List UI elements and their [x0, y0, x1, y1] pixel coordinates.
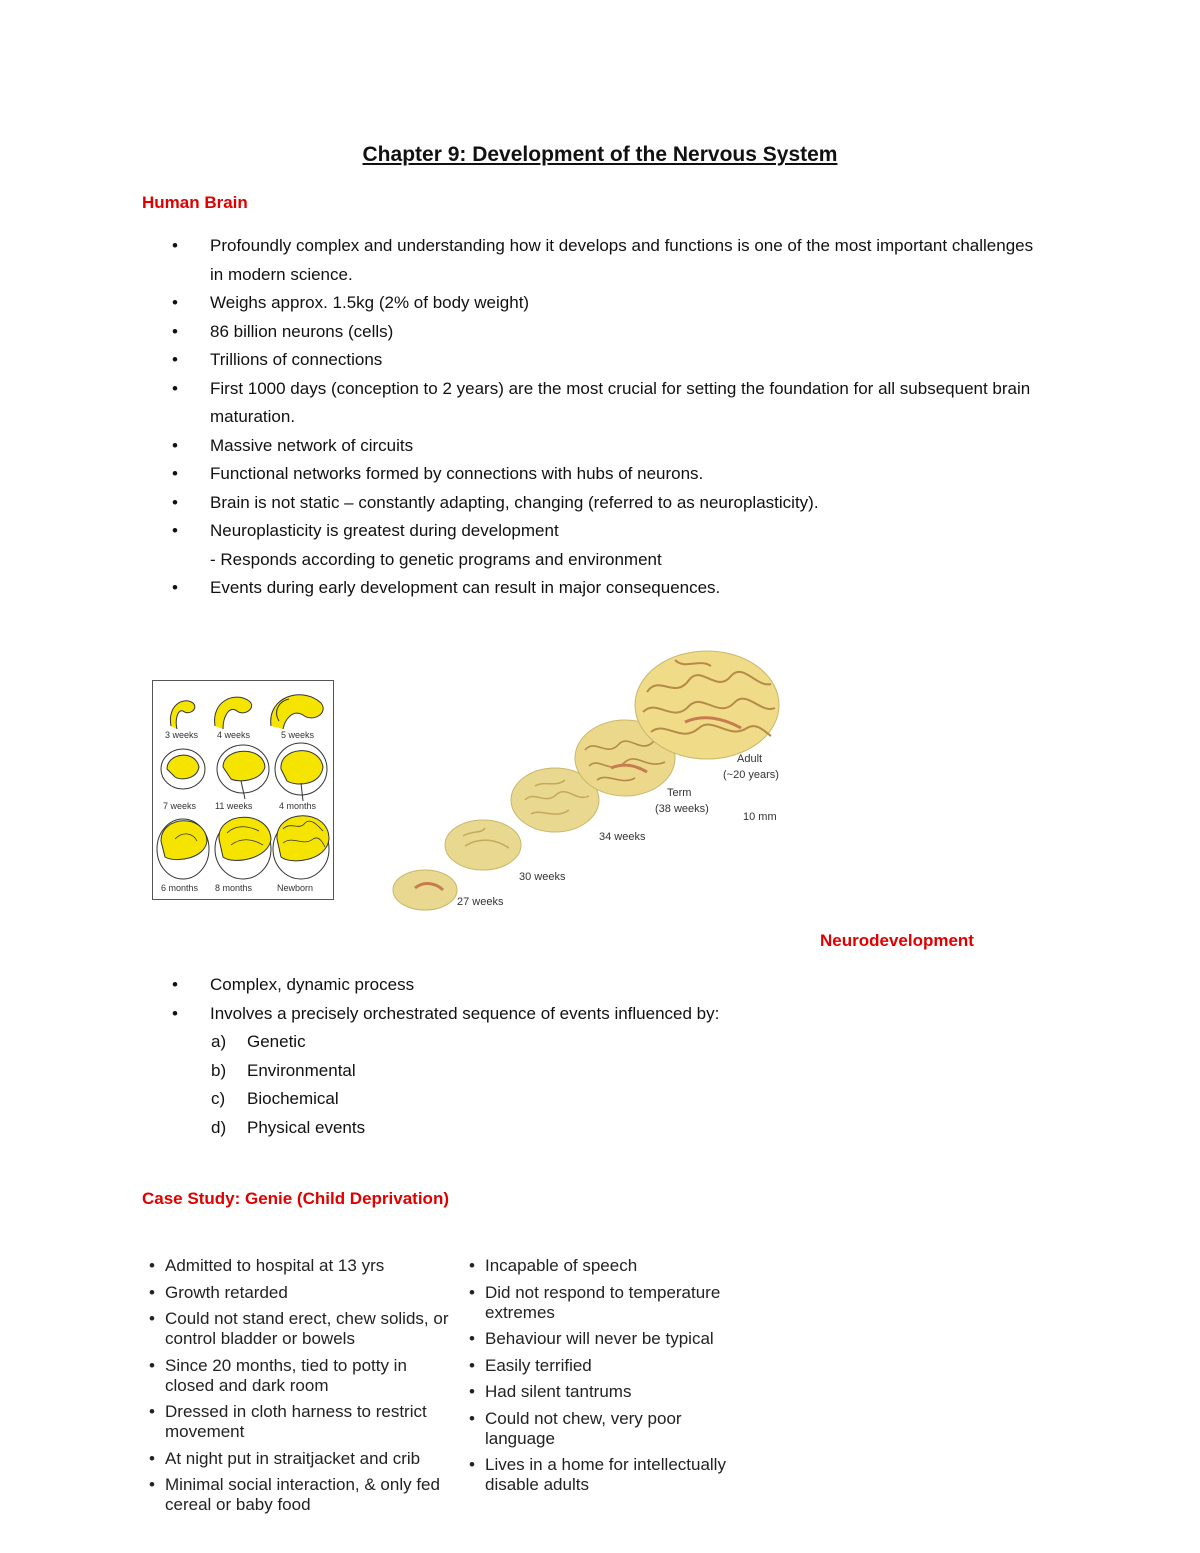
embryo-label: 11 weeks [215, 801, 253, 811]
human-brain-list [142, 232, 1042, 603]
newborn-brain [273, 816, 329, 879]
list-item-text: Massive network of circuits [210, 435, 414, 455]
embryo-grid-svg [153, 681, 333, 899]
embryo-3-weeks [170, 701, 194, 729]
list-marker: c) [211, 1089, 226, 1108]
list-item-text: Neuroplasticity is greatest during development [210, 521, 559, 540]
list-item [211, 1057, 811, 1086]
page-title: Chapter 9: Development of the Nervous System [362, 143, 838, 166]
brain-label-term: Term [667, 787, 692, 799]
list-item [142, 971, 1042, 1000]
list-item-text: Events during early development can result in major consequences. [210, 578, 721, 597]
influence-list [211, 1028, 811, 1142]
brain-label-adult: Adult [737, 753, 763, 765]
list-item [142, 346, 1042, 375]
human-brain-heading: Human Brain [142, 193, 248, 212]
list-item: • Minimal social interaction, & only fed cereal or baby food [145, 1475, 455, 1515]
list-item [142, 460, 1042, 489]
list-item: • Lives in a home for intellectually disable adults [465, 1455, 755, 1495]
list-item: • Could not chew, very poor language [465, 1409, 755, 1449]
list-item: • Could not stand erect, chew solids, or control bladder or bowels [145, 1309, 455, 1349]
embryo-label: 4 months [279, 801, 317, 811]
brain-30-weeks [445, 820, 521, 870]
list-item: • Did not respond to temperature extremes [465, 1283, 755, 1323]
neurodevelopment-heading: Neurodevelopment [820, 931, 974, 950]
case-study-heading: Case Study: Genie (Child Deprivation) [142, 1189, 449, 1208]
embryo-development-figure [152, 680, 334, 900]
fetus-8-months [215, 817, 271, 879]
list-item: • Behaviour will never be typical [465, 1329, 755, 1349]
embryo-label: Newborn [277, 883, 314, 893]
embryo-label: 6 months [161, 883, 199, 893]
list-item: • Growth retarded [145, 1283, 455, 1303]
list-item-text: Trillions of connections [210, 350, 383, 369]
embryo-4-months [275, 743, 327, 801]
brain-27-weeks [393, 870, 457, 910]
list-item [142, 574, 1042, 603]
brain-growth-svg [385, 640, 805, 915]
sub-note: - Responds according to genetic programs and environment [210, 549, 662, 569]
list-item-text: 86 billion neurons (cells) [210, 321, 394, 341]
list-item [142, 375, 1042, 432]
brain-label-34-weeks: 34 weeks [599, 831, 646, 843]
list-item-text: First 1000 days (conception to 2 years) are the most crucial for setting the foundation for all subsequent brain maturation. [210, 378, 1031, 426]
embryo-label: 8 months [215, 883, 253, 893]
neurodevelopment-list [142, 971, 1042, 1028]
embryo-5-weeks [271, 695, 323, 729]
list-item-text: Physical events [247, 1117, 366, 1137]
embryo-label: 5 weeks [281, 730, 315, 740]
embryo-label: 4 weeks [217, 730, 251, 740]
brain-adult [635, 651, 779, 759]
brain-growth-figure [385, 640, 805, 915]
list-item: • Since 20 months, tied to potty in closed and dark room [145, 1356, 455, 1396]
list-marker: a) [211, 1032, 227, 1051]
list-item [211, 1028, 811, 1057]
embryo-label: 3 weeks [165, 730, 199, 740]
list-item-text: Weighs approx. 1.5kg (2% of body weight) [210, 293, 530, 312]
brain-label-30-weeks: 30 weeks [519, 871, 566, 883]
list-item-text: Brain is not static – constantly adapting, changing (referred to as neuroplasticity). [210, 492, 819, 512]
list-item [142, 289, 1042, 318]
list-marker: b) [211, 1060, 227, 1080]
list-item: • Easily terrified [465, 1356, 755, 1376]
list-item: • Incapable of speech [465, 1256, 755, 1276]
list-item-text: Profoundly complex and understanding how it develops and functions is one of the most important challenges in modern science. [210, 236, 1034, 284]
list-item-text: Environmental [247, 1060, 356, 1080]
list-item [211, 1114, 811, 1143]
embryo-4-weeks [215, 697, 252, 729]
list-item [142, 318, 1042, 347]
embryo-label: 7 weeks [163, 801, 197, 811]
list-item [142, 1000, 1042, 1029]
list-marker: d) [211, 1117, 227, 1137]
list-item: • Dressed in cloth harness to restrict movement [145, 1402, 455, 1442]
embryo-7-weeks [161, 749, 205, 789]
list-item-text: Complex, dynamic process [210, 975, 415, 994]
list-item [142, 432, 1042, 461]
list-item-text: Functional networks formed by connections with hubs of neurons. [210, 464, 704, 483]
case-study-right-list [465, 1256, 755, 1502]
brain-label-adult-years: (~20 years) [723, 769, 779, 781]
case-study-left-list [145, 1256, 455, 1522]
brain-label-term-weeks: (38 weeks) [655, 803, 709, 815]
fetus-6-months [157, 819, 209, 879]
list-item [142, 489, 1042, 518]
list-item: • Admitted to hospital at 13 yrs [145, 1256, 455, 1276]
list-item-text: Genetic [247, 1032, 306, 1051]
list-item [211, 1085, 811, 1114]
list-item: • At night put in straitjacket and crib [145, 1449, 455, 1469]
brain-label-27-weeks: 27 weeks [457, 896, 504, 908]
scale-label: 10 mm [743, 811, 777, 823]
embryo-11-weeks [217, 745, 269, 799]
list-item [142, 517, 1042, 574]
list-item [142, 232, 1042, 289]
list-item-text: Biochemical [247, 1089, 339, 1108]
list-item: • Had silent tantrums [465, 1382, 755, 1402]
list-item-text: Involves a precisely orchestrated sequence of events influenced by: [210, 1003, 720, 1023]
